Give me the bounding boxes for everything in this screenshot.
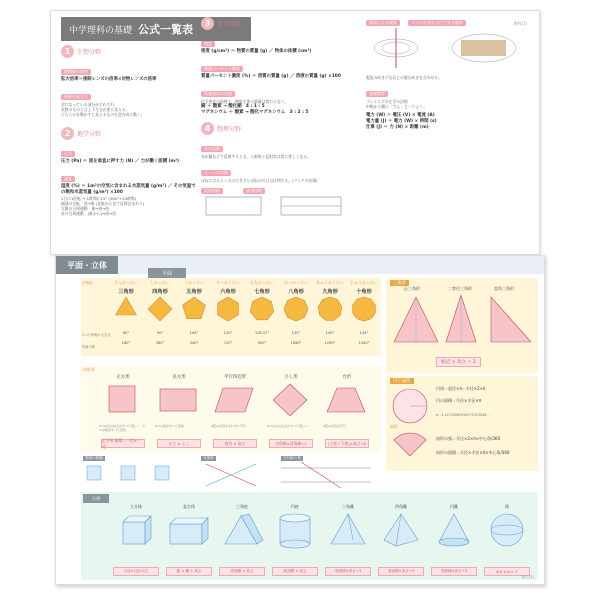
quad-name: 台形 bbox=[342, 375, 352, 380]
polygon-name: 十角形 bbox=[356, 289, 372, 295]
quad-area-formula: 底辺 × 高さ bbox=[213, 439, 257, 448]
polygon-angle-sum: 900° bbox=[257, 341, 267, 345]
formula-text: 仕事 (J) ＝ 力 (N) × 距離 (m) bbox=[366, 125, 429, 130]
section-title: 化学分野 bbox=[217, 21, 242, 28]
solid-name: 円錐 bbox=[450, 504, 458, 509]
polygon-reading: ななかくけい bbox=[250, 280, 274, 285]
body-text: 星の日周運動 (東から)→南→西 bbox=[61, 211, 116, 216]
topic-pill: 密度 bbox=[201, 41, 215, 47]
polygon-shape bbox=[279, 295, 313, 323]
topic-pill: 質量パーセント濃度 bbox=[201, 66, 243, 72]
solid-name: 円柱 bbox=[291, 504, 299, 509]
polygon-reading: ごかくけい bbox=[184, 280, 204, 285]
quad-name: 長方形 bbox=[172, 375, 186, 380]
polygon-angle-sum: 540° bbox=[189, 341, 199, 345]
plane-section-label: 平面 bbox=[148, 268, 186, 278]
quad-name: 正方形 bbox=[116, 375, 130, 380]
math-header bbox=[56, 256, 545, 274]
sector-label: 扇形 bbox=[390, 424, 398, 429]
quad-area-formula: 対角線×対角線÷2 bbox=[269, 439, 313, 448]
polygon-item bbox=[279, 280, 313, 345]
polygon-name: 九角形 bbox=[322, 289, 338, 295]
polygon-interior-angle: 90° bbox=[156, 331, 164, 335]
polygon-interior-angle: 108° bbox=[189, 331, 199, 335]
section-title: 物理分野 bbox=[217, 126, 242, 133]
triangle-name: 直角三角形 bbox=[494, 286, 514, 291]
solid-item bbox=[272, 504, 318, 576]
polygon-interior-angle: 135° bbox=[291, 331, 301, 335]
section-biology-head bbox=[61, 45, 196, 58]
science-sheet bbox=[50, 10, 540, 255]
polygon-interior-angle: 144° bbox=[359, 331, 369, 335]
body-text: 太陽の日周運動 東→南→西 bbox=[61, 206, 110, 211]
polygon-shape bbox=[109, 295, 143, 323]
science-column-1 bbox=[61, 45, 196, 250]
solid-name: 三角柱 bbox=[236, 504, 248, 509]
solid-shape bbox=[166, 510, 212, 550]
quad-shape bbox=[211, 380, 259, 418]
polygon-reading: きゅうかくけい bbox=[316, 280, 344, 285]
solid-item bbox=[166, 504, 212, 576]
science-page-number: 理科(1) bbox=[513, 21, 527, 26]
topic-pill: 電磁誘導 bbox=[366, 91, 388, 97]
solid-shape bbox=[219, 510, 265, 550]
formula-text: 銅 ＋ 酸素 → 酸化銅 4 : 1 : 5 bbox=[201, 104, 265, 109]
quad-area-formula: 正方形 面積＝一辺×一辺 bbox=[101, 439, 145, 448]
quad-area-formula: (上底＋下底)×高さ÷2 bbox=[325, 439, 369, 448]
polygon-angle-sum: 1080° bbox=[290, 341, 302, 345]
polygon-interior-angle: 140° bbox=[325, 331, 335, 335]
topic-pill: 湿度 bbox=[61, 176, 75, 182]
section-number: 1 bbox=[61, 45, 74, 58]
polygon-shape bbox=[313, 295, 347, 323]
quadrilateral-item bbox=[99, 374, 147, 448]
circuit-label-parallel: 並列回路 bbox=[243, 188, 265, 194]
math-page-number: 数学(2) bbox=[521, 575, 534, 579]
solid-shape bbox=[272, 510, 318, 550]
polygon-reading: さんかくけい bbox=[114, 280, 138, 285]
body-text: ばねにはたらく力の大きさとばねののびは比例する。(フックの法則) bbox=[201, 178, 318, 183]
body-text: 対になっている部分がそれぞれ bbox=[61, 102, 115, 107]
quad-shape bbox=[155, 380, 203, 418]
circle-formula: 扇形の面積＝半径×半径×π×中心角/360 bbox=[436, 450, 510, 455]
science-header-small: 中学理科の基礎 bbox=[69, 25, 133, 36]
circuit-diagram bbox=[201, 194, 351, 218]
solid-volume-formula: 1辺×1辺×1辺 bbox=[113, 567, 159, 576]
quad-note: 2組の対辺がそれぞれ平行 bbox=[211, 424, 246, 428]
body-text: どちらかを動かすと見えるものも逆方向に動く。 bbox=[61, 112, 145, 117]
polygon-reading: はっかくけい bbox=[284, 280, 308, 285]
solid-volume-formula: 縦 × 横 × 高さ bbox=[166, 567, 212, 576]
pi-note: π＝3.14159265358979323846… bbox=[436, 413, 490, 417]
solid-volume-formula: 底面積×高さ÷3 bbox=[378, 567, 424, 576]
polygon-name: 七角形 bbox=[254, 289, 270, 295]
solid-volume-formula: 底面積 × 高さ bbox=[272, 567, 318, 576]
row-tag-angle: 1つの内角の大きさ bbox=[82, 333, 111, 337]
solids-band bbox=[81, 492, 538, 580]
polygon-item bbox=[313, 280, 347, 345]
misc-label: 図形の移動 bbox=[85, 456, 103, 460]
circle-title: 円と扇形 bbox=[390, 378, 414, 384]
polygon-angle-sum: 1440° bbox=[358, 341, 370, 345]
solid-shape bbox=[431, 510, 477, 550]
formula-text: 質量パーセント濃度 (%) ＝ 溶質の質量 (g) ／ 溶液の質量 (g) ×100 bbox=[201, 74, 341, 79]
polygon-item bbox=[347, 280, 381, 345]
misc-label: 対頂角 bbox=[203, 456, 214, 460]
quadrilateral-item bbox=[267, 374, 315, 448]
formula-text: 圧力 (Pa) ＝ 面を垂直に押す力 (N) ／ 力が働く面積 (m²) bbox=[61, 159, 180, 164]
topic-pill: 圧力 bbox=[61, 151, 75, 157]
triangle-area-formula: 底辺 × 高さ ÷ 2 bbox=[436, 357, 481, 367]
polygon-shape bbox=[211, 295, 245, 323]
solid-item bbox=[113, 504, 159, 576]
polygon-interior-angle: 128.57° bbox=[254, 331, 270, 335]
solid-volume-formula: 底面積×高さ÷3 bbox=[431, 567, 477, 576]
body-text: 電流の向きに右ねじの進む向きを合わせる。 bbox=[366, 75, 442, 80]
body-text: 1日に1回転 → 1時間に15° (360°÷24時間) bbox=[61, 196, 137, 201]
quad-shape bbox=[323, 380, 371, 418]
polygon-reading: じゅうかくけい bbox=[350, 280, 378, 285]
polygon-angle-sum: 720° bbox=[223, 341, 233, 345]
polygon-item bbox=[109, 280, 143, 345]
quadrilateral-item bbox=[155, 374, 203, 448]
polygon-shape bbox=[143, 295, 177, 323]
misc-diagrams bbox=[81, 462, 381, 488]
section-number: 3 bbox=[201, 17, 214, 30]
polygon-name: 三角形 bbox=[118, 289, 134, 295]
section-physics-head bbox=[201, 122, 361, 135]
polygon-shape bbox=[177, 295, 211, 323]
topic-pill: コイルのまわりにできる磁界 bbox=[408, 20, 466, 26]
polygon-item bbox=[143, 280, 177, 345]
solids-section-label: 立体 bbox=[83, 494, 109, 503]
quad-shape bbox=[267, 380, 315, 418]
solid-item bbox=[484, 504, 530, 576]
circuit-label-series: 直列回路 bbox=[201, 188, 223, 194]
polygon-band bbox=[81, 278, 381, 356]
topic-pill: オームの法則 bbox=[201, 170, 231, 176]
section-title: 地学分野 bbox=[77, 131, 102, 138]
solid-shape bbox=[325, 510, 371, 550]
polygon-angle-sum: 1260° bbox=[324, 341, 336, 345]
solid-item bbox=[325, 504, 371, 576]
polygon-reading: ろっかくけい bbox=[216, 280, 240, 285]
quadrilateral-band bbox=[81, 366, 381, 452]
quad-note: 4つの角がすべて直角 bbox=[155, 424, 184, 428]
polygon-angle-sum: 180° bbox=[121, 341, 131, 345]
solid-volume-formula: 底面積×高さ÷3 bbox=[325, 567, 371, 576]
isosceles-triangle-shape bbox=[446, 295, 476, 342]
polygon-row-label: 多角形 bbox=[82, 281, 93, 285]
section-title: 生物分野 bbox=[77, 49, 102, 56]
section-chemistry-head bbox=[201, 17, 361, 30]
science-column-2 bbox=[201, 17, 361, 222]
misc-geometry-band bbox=[81, 456, 381, 488]
polygon-name: 五角形 bbox=[186, 289, 202, 295]
misc-label: 平行線と角 bbox=[283, 456, 301, 460]
quad-note: 4つの辺の長さがすべて等しく、4つの角がすべて直角 bbox=[99, 424, 145, 432]
section-number: 4 bbox=[201, 122, 214, 135]
body-text: 光が鏡などで反射するとき、入射角と反射角は常に等しくなる。 bbox=[201, 154, 311, 159]
formula-text: 電力 (W) ＝ 電圧 (V) × 電流 (A) bbox=[366, 113, 435, 118]
solid-name: 三角錐 bbox=[342, 504, 354, 509]
circle-formula: 扇形の弧＝半径×2×π×中心角/360 bbox=[436, 436, 500, 441]
polygon-reading: しかくけい bbox=[150, 280, 170, 285]
sector-shape bbox=[394, 433, 426, 456]
body-text: 実際のものとは上下左右が逆に見える。 bbox=[61, 107, 130, 112]
quad-area-formula: たて × よこ bbox=[157, 439, 201, 448]
triangle-diagrams bbox=[386, 292, 538, 362]
quadrilateral-item bbox=[323, 374, 371, 448]
circle-formula: 円の面積＝半径×半径×π bbox=[436, 398, 482, 403]
formula-text: 電力量 (J) ＝ 電力 (W) × 時間 (s) bbox=[366, 119, 437, 124]
topic-pill: 質量保存の法則 bbox=[201, 91, 235, 97]
polygon-name: 六角形 bbox=[220, 289, 236, 295]
polygon-item bbox=[211, 280, 245, 345]
formula-text: 密度 (g/cm³) ＝ 物質の質量 (g) ／ 物体の体積 (cm³) bbox=[201, 49, 312, 54]
solid-name: 球 bbox=[505, 504, 509, 509]
quad-row-label: 四角形 bbox=[83, 367, 95, 372]
row-tag-sum: 内角の和 bbox=[82, 345, 96, 349]
solid-name: 四角錐 bbox=[395, 504, 407, 509]
polygon-interior-angle: 60° bbox=[122, 331, 130, 335]
quad-note: 1組の対辺が平行 bbox=[323, 424, 346, 428]
polygon-shape bbox=[347, 295, 381, 323]
polygon-interior-angle: 120° bbox=[223, 331, 233, 335]
formula-text: 湿度 (%) ＝ 1m³の空気に含まれる水蒸気量 (g/m³) ／ その気温での飽和水蒸気量 (g/m³) ×100 bbox=[61, 184, 196, 195]
polygon-angle-sum: 360° bbox=[155, 341, 165, 345]
solid-name: 直方体 bbox=[183, 504, 195, 509]
polygon-shape bbox=[245, 295, 279, 323]
solid-item bbox=[378, 504, 424, 576]
math-sheet bbox=[55, 255, 545, 585]
topic-pill: 顕微鏡の倍率 bbox=[61, 69, 91, 75]
solid-shape bbox=[378, 510, 424, 550]
formula-text: 拡大倍率＝接眼レンズの倍率×対物レンズの倍率 bbox=[61, 77, 157, 82]
polygon-name: 四角形 bbox=[152, 289, 168, 295]
triangle-box bbox=[386, 278, 538, 373]
solid-shape bbox=[113, 510, 159, 550]
solid-volume-formula: 4/3 × π × r³ bbox=[484, 567, 530, 576]
polygon-item bbox=[177, 280, 211, 345]
body-text: 化学変化の前後で、物質全体の質量は変わらない。 bbox=[201, 99, 289, 104]
science-header-title: 公式一覧表 bbox=[138, 23, 194, 36]
topic-pill: 電流による磁界 bbox=[366, 20, 400, 26]
polygon-item bbox=[245, 280, 279, 345]
circle-box bbox=[386, 376, 538, 471]
solid-name: 立方体 bbox=[130, 504, 142, 509]
circle-formula: 円周＝直径×π＝半径×2×π bbox=[436, 386, 486, 391]
solid-item bbox=[431, 504, 477, 576]
triangle-name: 二等辺三角形 bbox=[448, 286, 472, 291]
right-triangle-shape bbox=[491, 297, 531, 342]
quadrilateral-item bbox=[211, 374, 259, 448]
formula-text: マグネシウム ＋ 酸素 → 酸化マグネシウム 3 : 2 : 5 bbox=[201, 110, 309, 115]
magnetic-field-illustration bbox=[366, 26, 536, 71]
solid-shape bbox=[484, 510, 530, 550]
solid-volume-formula: 底面積 × 高さ bbox=[219, 567, 265, 576]
triangle-title: 三角形 bbox=[390, 280, 409, 286]
topic-pill: 視野の見え方 bbox=[61, 94, 91, 100]
quad-shape bbox=[99, 380, 147, 418]
body-text: 中指から順に「でん・じ・りょく」 bbox=[366, 104, 427, 109]
math-header-tab: 平面・立体 bbox=[56, 256, 118, 274]
solid-item bbox=[219, 504, 265, 576]
topic-pill: 光の反射 bbox=[201, 146, 223, 152]
quad-name: 平行四辺形 bbox=[224, 375, 246, 380]
triangle-name: 正三角形 bbox=[404, 286, 420, 291]
quad-name: ひし形 bbox=[284, 375, 298, 380]
quad-note: 4つの辺の長さがすべて等しい bbox=[267, 424, 308, 428]
section-earth-head bbox=[61, 127, 196, 140]
section-number: 2 bbox=[61, 127, 74, 140]
polygon-name: 八角形 bbox=[288, 289, 304, 295]
science-column-3 bbox=[366, 17, 536, 222]
body-text: フレミングの左手の法則 bbox=[366, 99, 408, 104]
body-text: 地球の自転 西→東 (北極から見て反時計まわり) bbox=[61, 201, 145, 206]
